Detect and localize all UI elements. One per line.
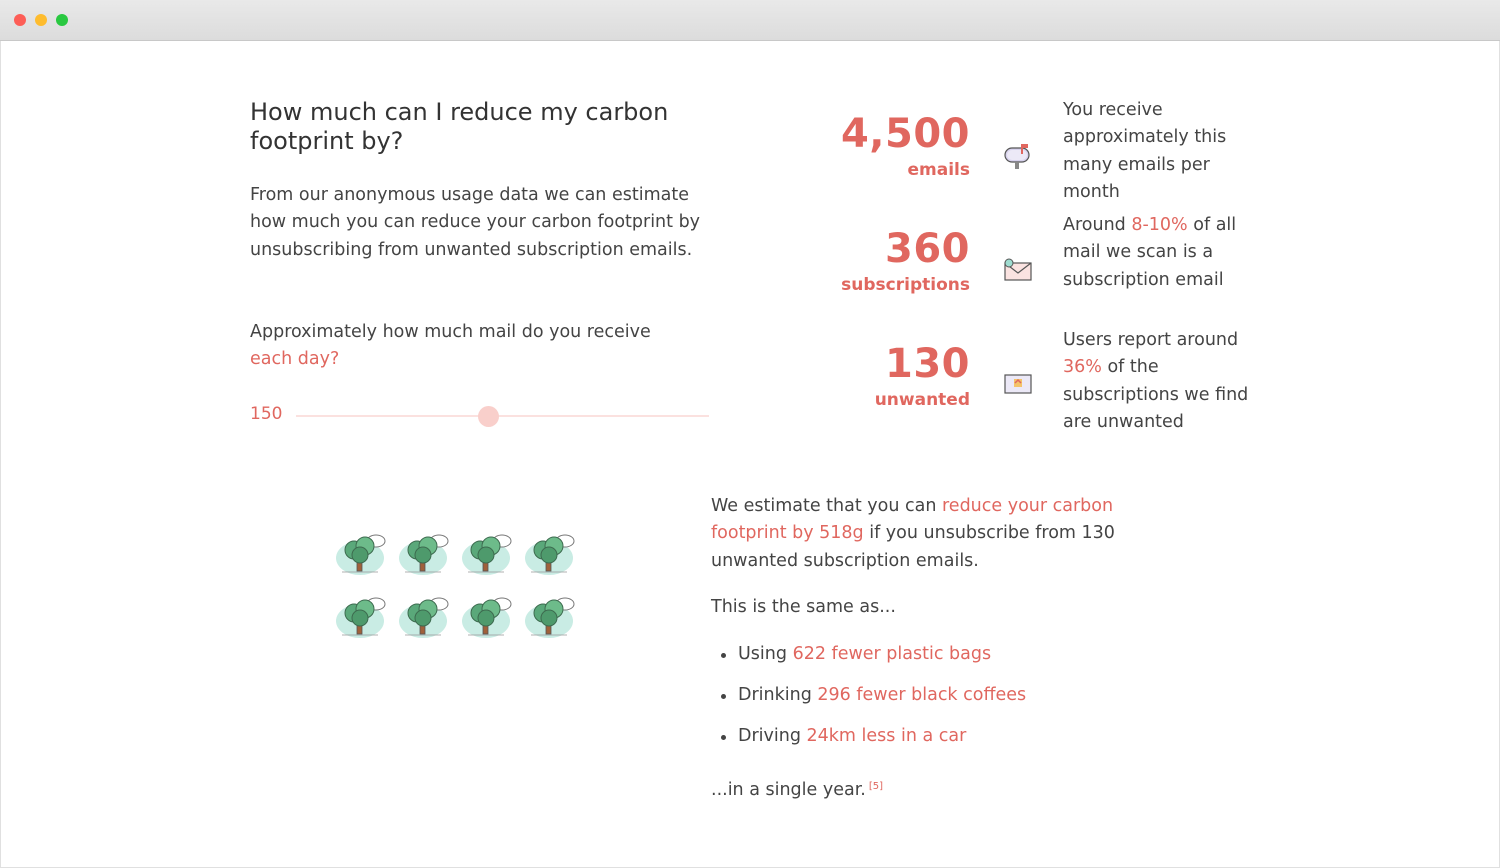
estimate-highlight: reduce your carbon footprint by 518g (711, 496, 1114, 544)
stat-desc-highlight: 36% (1063, 357, 1102, 378)
tree-icon (460, 528, 512, 578)
intro-text: From our anonymous usage data we can estimate how much you can reduce your carbon footprint by unsubscribing from unwanted subscription emails. (250, 185, 701, 260)
tree-icon (397, 591, 449, 641)
estimate-text (711, 493, 1151, 575)
mail-slider-thumb[interactable] (478, 406, 499, 427)
stat-desc-text: You receive approximately this many emails per month (1063, 100, 1227, 202)
stat-description (1063, 212, 1263, 294)
tree-icon (460, 591, 512, 641)
mail-slider-track[interactable] (296, 415, 709, 417)
stat-desc-highlight: 8-10% (1131, 215, 1188, 235)
stat-label: emails (907, 160, 970, 180)
stat-number: 4,500 (840, 111, 970, 157)
tree-icon (334, 528, 386, 578)
same-as-text: This is the same as... (711, 597, 896, 617)
envelope-icon (1003, 257, 1033, 287)
stat-desc-text: Around (1063, 215, 1132, 235)
stat-label: subscriptions (841, 275, 970, 295)
list-item: Driving 24km less in a car (711, 723, 1026, 764)
equivalence-list (711, 641, 1026, 764)
stat-description (1063, 327, 1263, 436)
closing-text (711, 777, 883, 804)
window-minimize-button[interactable] (35, 14, 47, 26)
estimate-prefix: We estimate that you can (711, 496, 942, 516)
inbox-icon (1003, 372, 1033, 400)
stat-description (1063, 97, 1263, 206)
mail-question-highlight: each day? (250, 349, 340, 370)
tree-icon (523, 528, 575, 578)
closing-label: ...in a single year. (711, 780, 866, 800)
stat-label: unwanted (874, 390, 970, 410)
list-item: Using 622 fewer plastic bags (711, 641, 1026, 682)
page-title: How much can I reduce my carbon footprint by? (250, 98, 669, 155)
stat-desc-text-after: of the subscriptions we find are unwanted (1063, 357, 1249, 432)
list-item: Drinking 296 fewer black coffees (711, 682, 1026, 723)
mail-question-text: Approximately how much mail do you receive (250, 322, 651, 342)
stat-desc-text: Users report around (1063, 330, 1239, 350)
stat-number: 360 (885, 226, 970, 272)
tree-icon (397, 528, 449, 578)
window-maximize-button[interactable] (56, 14, 68, 26)
window-titlebar (0, 0, 1500, 41)
stat-desc-text-after: of all mail we scan is a subscription email (1063, 215, 1237, 290)
slider-value: 150 (250, 404, 283, 424)
stat-number: 130 (885, 341, 970, 387)
reference-link[interactable]: [5] (868, 781, 884, 792)
tree-icon (523, 591, 575, 641)
mailbox-icon (1003, 142, 1033, 174)
mail-question (250, 319, 720, 374)
estimate-suffix: if you unsubscribe from 130 unwanted subscription emails. (711, 523, 1115, 571)
window-close-button[interactable] (14, 14, 26, 26)
tree-icon (334, 591, 386, 641)
